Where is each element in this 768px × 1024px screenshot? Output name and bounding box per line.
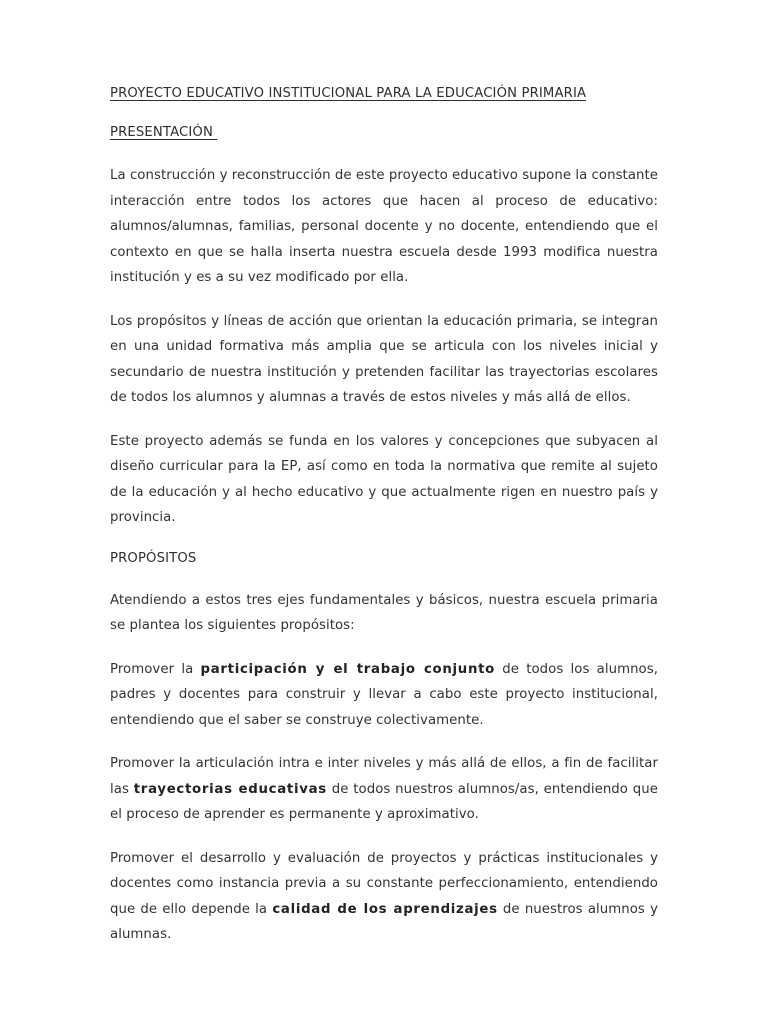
proposito-3-text-after: de nuestros alumnos y alumnas. bbox=[110, 901, 658, 942]
proposito-3-emphasis: calidad de los aprendizajes bbox=[272, 901, 498, 917]
proposito-2-text-after: de todos nuestros alumnos/as, entendiendo que el proceso de aprender es permanente y aproximativo. bbox=[110, 781, 658, 822]
proposito-2-emphasis: trayectorias educativas bbox=[133, 781, 327, 797]
proposito-1-text-after: de todos los alumnos, padres y docentes para construir y llevar a cabo este proyecto institucional, entendiendo que el saber se construye colectivamente. bbox=[110, 661, 658, 728]
section-heading-propositos: PROPÓSITOS bbox=[110, 550, 197, 566]
paragraph-proposito-2 bbox=[110, 751, 658, 828]
document-title: PROYECTO EDUCATIVO INSTITUCIONAL PARA LA EDUCACIÓN PRIMARIA bbox=[110, 86, 587, 101]
paragraph-presentacion-1: La construcción y reconstrucción de este proyecto educativo supone la constante interacción entre todos los actores que hacen al proceso de educativo: alumnos/alumnas, familias, personal docente y no docente, entendiendo que el contexto en que se halla inserta nuestra escuela desde 1993 modifica nuestra institución y es a su vez modificado por ella. bbox=[110, 168, 658, 285]
proposito-1-text-before: Promover la bbox=[110, 661, 201, 677]
paragraph-presentacion-3: Este proyecto además se funda en los valores y concepciones que subyacen al diseño curricular para la EP, así como en toda la normativa que remite al sujeto de la educación y al hecho educativo y que actualmente rigen en nuestro país y provincia. bbox=[110, 433, 658, 525]
paragraph-proposito-1 bbox=[110, 657, 658, 734]
document-body bbox=[110, 84, 658, 948]
proposito-2-text-before: Promover la articulación intra e inter niveles y más allá de ellos, a fin de facilitar las bbox=[110, 756, 658, 797]
section-heading-presentacion: PRESENTACIÓN bbox=[110, 125, 218, 140]
paragraph-proposito-3 bbox=[110, 846, 658, 948]
proposito-1-emphasis: participación y el trabajo conjunto bbox=[200, 661, 496, 677]
paragraph-presentacion-2: Los propósitos y líneas de acción que orientan la educación primaria, se integran en una unidad formativa más amplia que se articula con los niveles inicial y secundario de nuestra institución y pretenden facilitar las trayectorias escolares de todos los alumnos y alumnas a través de estos niveles y más allá de ellos. bbox=[110, 313, 658, 405]
paragraph-propositos-intro: Atendiendo a estos tres ejes fundamentales y básicos, nuestra escuela primaria se plantea los siguientes propósitos: bbox=[110, 592, 658, 633]
proposito-3-text-before: Promover el desarrollo y evaluación de proyectos y prácticas institucionales y docentes como instancia previa a su constante perfeccionamiento, entendiendo que de ello depende la bbox=[110, 850, 658, 917]
